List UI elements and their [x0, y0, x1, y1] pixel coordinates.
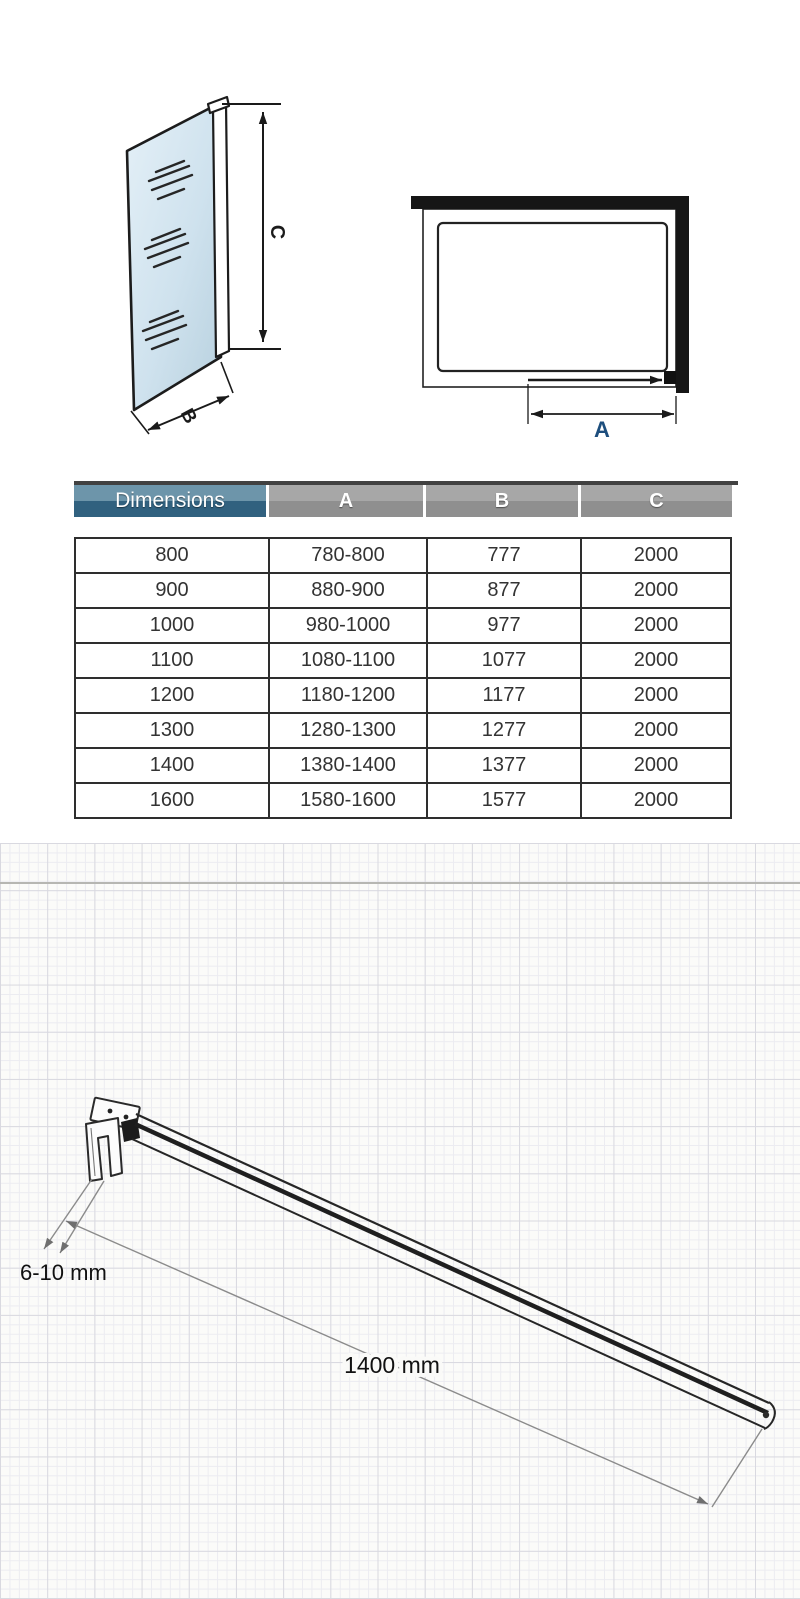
table-cell: 777 — [427, 538, 581, 573]
table-cell: 2000 — [581, 643, 731, 678]
dimension-c-label: C — [266, 224, 288, 240]
bar-length-label: 1400 mm — [344, 1352, 440, 1378]
table-row — [75, 538, 731, 573]
shower-tray-inner — [438, 223, 667, 371]
table-cell: 1177 — [427, 678, 581, 713]
table-cell: 2000 — [581, 608, 731, 643]
table-cell: 1580-1600 — [269, 783, 427, 818]
dimension-lines — [44, 1179, 762, 1507]
dimension-b-label: B — [175, 405, 201, 428]
table-cell: 2000 — [581, 783, 731, 818]
table-row — [75, 713, 731, 748]
table-cell: 980-1000 — [269, 608, 427, 643]
side-view-diagram — [127, 97, 288, 434]
table-row — [75, 783, 731, 818]
wall-profile — [213, 102, 229, 357]
table-row — [75, 678, 731, 713]
table-cell: 2000 — [581, 538, 731, 573]
clamp-screw — [108, 1109, 113, 1114]
table-cell: 1280-1300 — [269, 713, 427, 748]
table-cell: 1300 — [75, 713, 269, 748]
table-header-b: B — [423, 485, 578, 517]
clamp-jaw — [86, 1118, 122, 1181]
table-cell: 800 — [75, 538, 269, 573]
table-cell: 780-800 — [269, 538, 427, 573]
table-cell: 1200 — [75, 678, 269, 713]
clamp-connector — [121, 1118, 140, 1142]
wall-bracket-plan — [664, 371, 676, 384]
table-row — [75, 573, 731, 608]
table-header-dimensions: Dimensions — [74, 485, 266, 517]
table-cell: 1100 — [75, 643, 269, 678]
table-row — [75, 643, 731, 678]
table-cell: 1180-1200 — [269, 678, 427, 713]
table-cell: 1380-1400 — [269, 748, 427, 783]
glass-panel — [127, 106, 221, 410]
table-cell: 2000 — [581, 678, 731, 713]
table-cell: 900 — [75, 573, 269, 608]
table-cell: 2000 — [581, 713, 731, 748]
table-cell: 977 — [427, 608, 581, 643]
table-cell: 1080-1100 — [269, 643, 427, 678]
glass-thickness-label: 6-10 mm — [20, 1260, 107, 1285]
top-view-diagram — [411, 196, 689, 442]
table-cell: 2000 — [581, 573, 731, 608]
table-cell: 880-900 — [269, 573, 427, 608]
wall-right — [676, 196, 689, 393]
table-header-c: C — [578, 485, 735, 517]
dimension-a-label: A — [594, 417, 610, 442]
table-cell: 1377 — [427, 748, 581, 783]
table-cell: 1577 — [427, 783, 581, 818]
table-cell: 2000 — [581, 748, 731, 783]
support-bar — [132, 1114, 775, 1429]
table-cell: 877 — [427, 573, 581, 608]
table-cell: 1077 — [427, 643, 581, 678]
table-cell: 1600 — [75, 783, 269, 818]
table-header-row — [74, 481, 738, 517]
diagrams-svg — [0, 0, 800, 470]
support-bar-section — [0, 843, 800, 1599]
wall-top — [411, 196, 689, 209]
dimensions-table — [74, 537, 732, 819]
table-cell: 1000 — [75, 608, 269, 643]
clamp-screw — [124, 1115, 129, 1120]
table-cell: 1400 — [75, 748, 269, 783]
table-row — [75, 608, 731, 643]
table-row — [75, 748, 731, 783]
table-header-a: A — [266, 485, 423, 517]
support-bar-drawing — [0, 843, 800, 1599]
table-cell: 1277 — [427, 713, 581, 748]
bar-end-screw — [763, 1412, 769, 1418]
